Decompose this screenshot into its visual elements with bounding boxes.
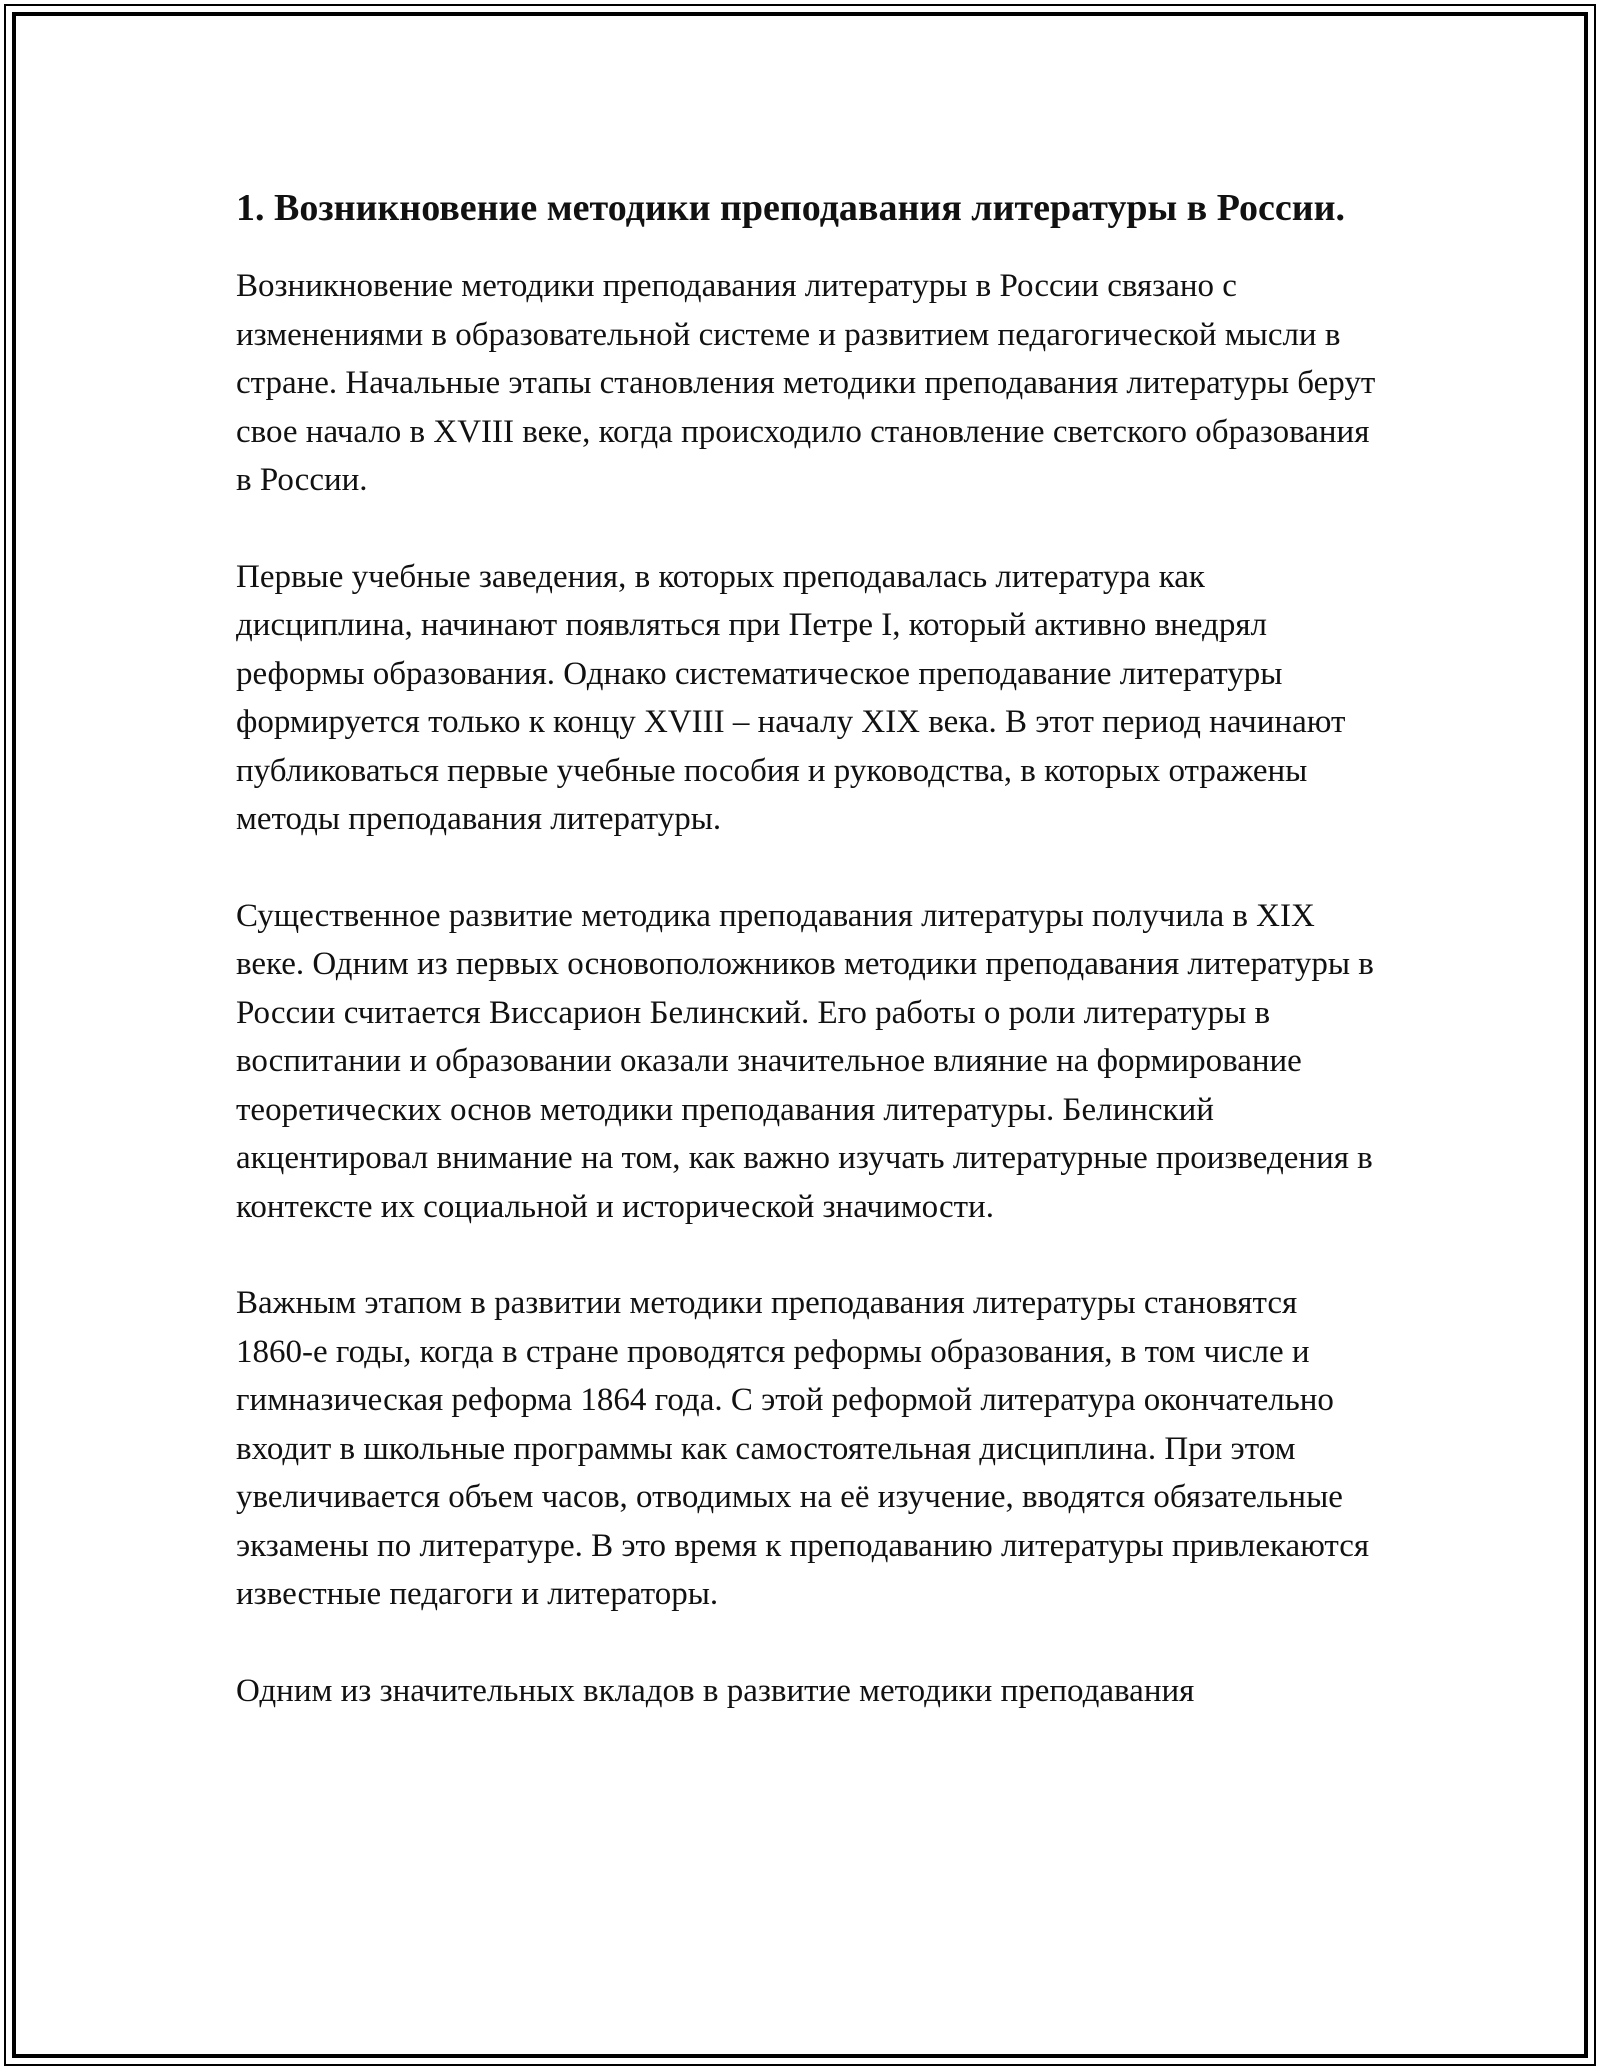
paragraph-4: Важным этапом в развитии методики преподавания литературы становятся 1860-е годы, когда в стране проводятся реформы образования, в том числе и гимназическая реформа 1864 года. С этой реформой литература окончательно входит в школьные программы как самостоятельная дисциплина. При этом увеличивается объем часов, отводимых на её изучение, вводятся обязательные экзамены по литературе. В это время к преподаванию литературы привлекаются известные педагоги и литераторы.	[236, 1285, 1370, 1612]
paragraph-3: Существенное развитие методика преподавания литературы получила в XIX веке. Одним из первых основоположников методики преподавания литературы в России считается Виссарион Белинский. Его работы о роли литературы в воспитании и образовании оказали значительное влияние на формирование теоретических основ методики преподавания литературы. Белинский акцентировал внимание на том, как важно изучать литературные произведения в контексте их социальной и исторической значимости.	[236, 897, 1374, 1225]
document-body	[236, 180, 1376, 1763]
paragraph-1: Возникновение методики преподавания литературы в России связано с изменениями в образовательной системе и развитием педагогической мысли в стране. Начальные этапы становления методики преподавания литературы берут свое начало в XVIII веке, когда происходило становление светского образования в России.	[236, 268, 1376, 498]
section-heading: 1. Возникновение методики преподавания литературы в России.	[236, 187, 1345, 229]
paragraph-2: Первые учебные заведения, в которых преподавалась литература как дисциплина, начинают появляться при Петре I, который активно внедрял реформы образования. Однако систематическое преподавание литературы формируется только к концу XVIII – началу XIX века. В этот период начинают публиковаться первые учебные пособия и руководства, в которых отражены методы преподавания литературы.	[236, 558, 1346, 837]
paragraph-5: Одним из значительных вкладов в развитие методики преподавания	[236, 1672, 1195, 1709]
